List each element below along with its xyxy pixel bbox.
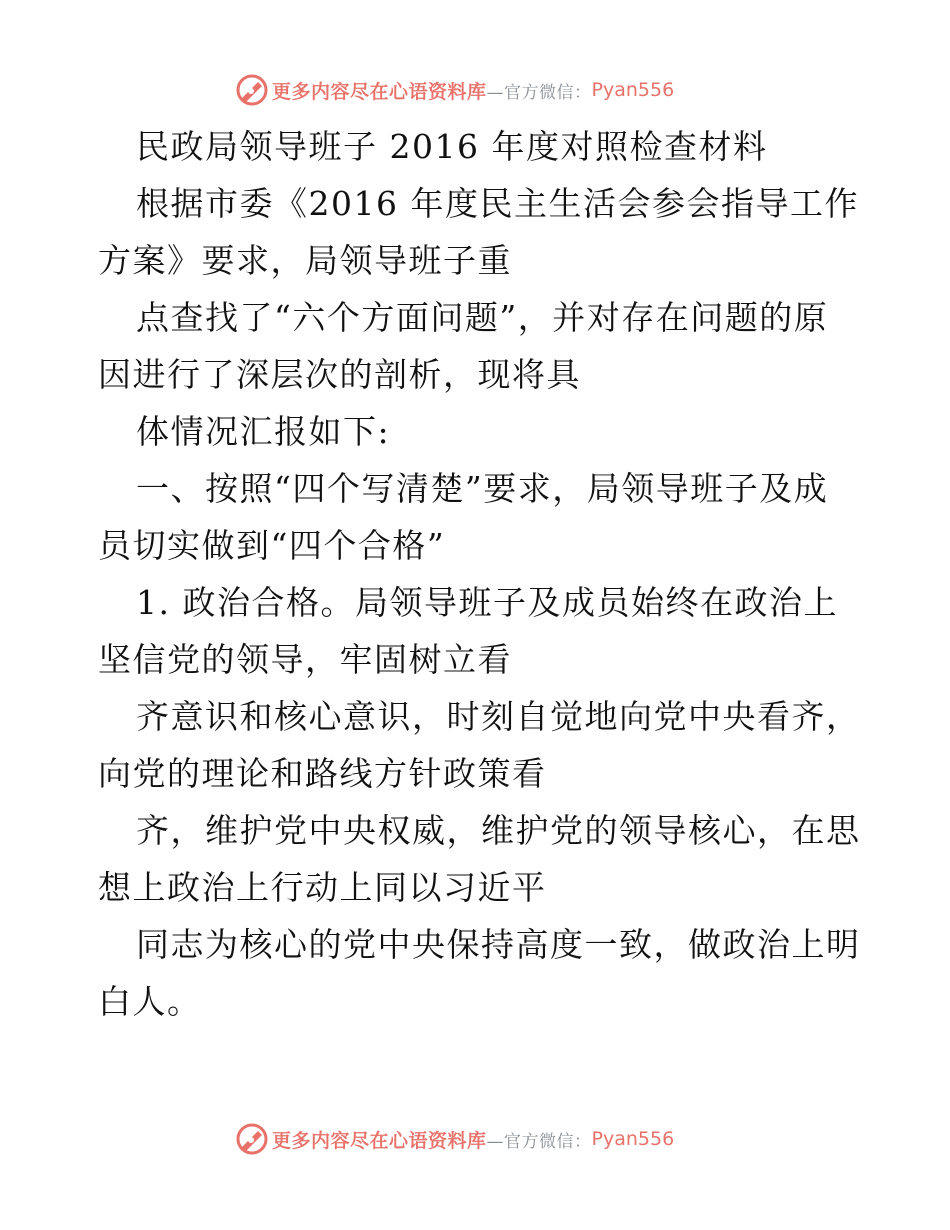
section-heading: 一、按照“四个写清楚”要求，局领导班子及成	[136, 469, 829, 508]
paragraph-line: 根据市委《2016 年度民主生活会参会指导工作	[136, 184, 859, 223]
paragraph-line: 向党的理论和路线方针政策看	[98, 754, 547, 793]
paragraph-line: 1. 政治合格。局领导班子及成员始终在政治上	[136, 583, 838, 622]
section-heading: 员切实做到“四个合格”	[98, 526, 446, 565]
paragraph-line: 想上政治上行动上同以习近平	[98, 868, 547, 907]
banner-wechat-label: —官方微信：	[486, 82, 592, 103]
paragraph-line: 点查找了“六个方面问题”，并对存在问题的原	[136, 298, 829, 337]
paragraph-line: 白人。	[98, 982, 202, 1021]
pen-logo-icon	[234, 1121, 270, 1157]
header-banner	[234, 72, 674, 108]
banner-wechat-label: —官方微信：	[486, 1131, 592, 1152]
paragraph-line: 同志为核心的党中央保持高度一致，做政治上明	[136, 925, 861, 964]
banner-title: 更多内容尽在心语资料库	[272, 1129, 487, 1152]
banner-wechat-id: Pyan556	[591, 1128, 675, 1150]
paragraph-line: 齐，维护党中央权威，维护党的领导核心，在思	[136, 811, 861, 850]
paragraph-line: 体情况汇报如下:	[136, 412, 391, 451]
banner-wechat-id: Pyan556	[591, 79, 675, 101]
paragraph-line: 方案》要求，局领导班子重	[98, 241, 512, 280]
pen-logo-icon	[234, 72, 270, 108]
document-title: 民政局领导班子 2016 年度对照检查材料	[136, 127, 768, 166]
footer-banner	[234, 1121, 674, 1157]
paragraph-line: 因进行了深层次的剖析，现将具	[98, 355, 581, 394]
banner-title: 更多内容尽在心语资料库	[272, 80, 487, 103]
paragraph-line: 坚信党的领导，牢固树立看	[98, 640, 512, 679]
paragraph-line: 齐意识和核心意识，时刻自觉地向党中央看齐，	[136, 697, 861, 736]
